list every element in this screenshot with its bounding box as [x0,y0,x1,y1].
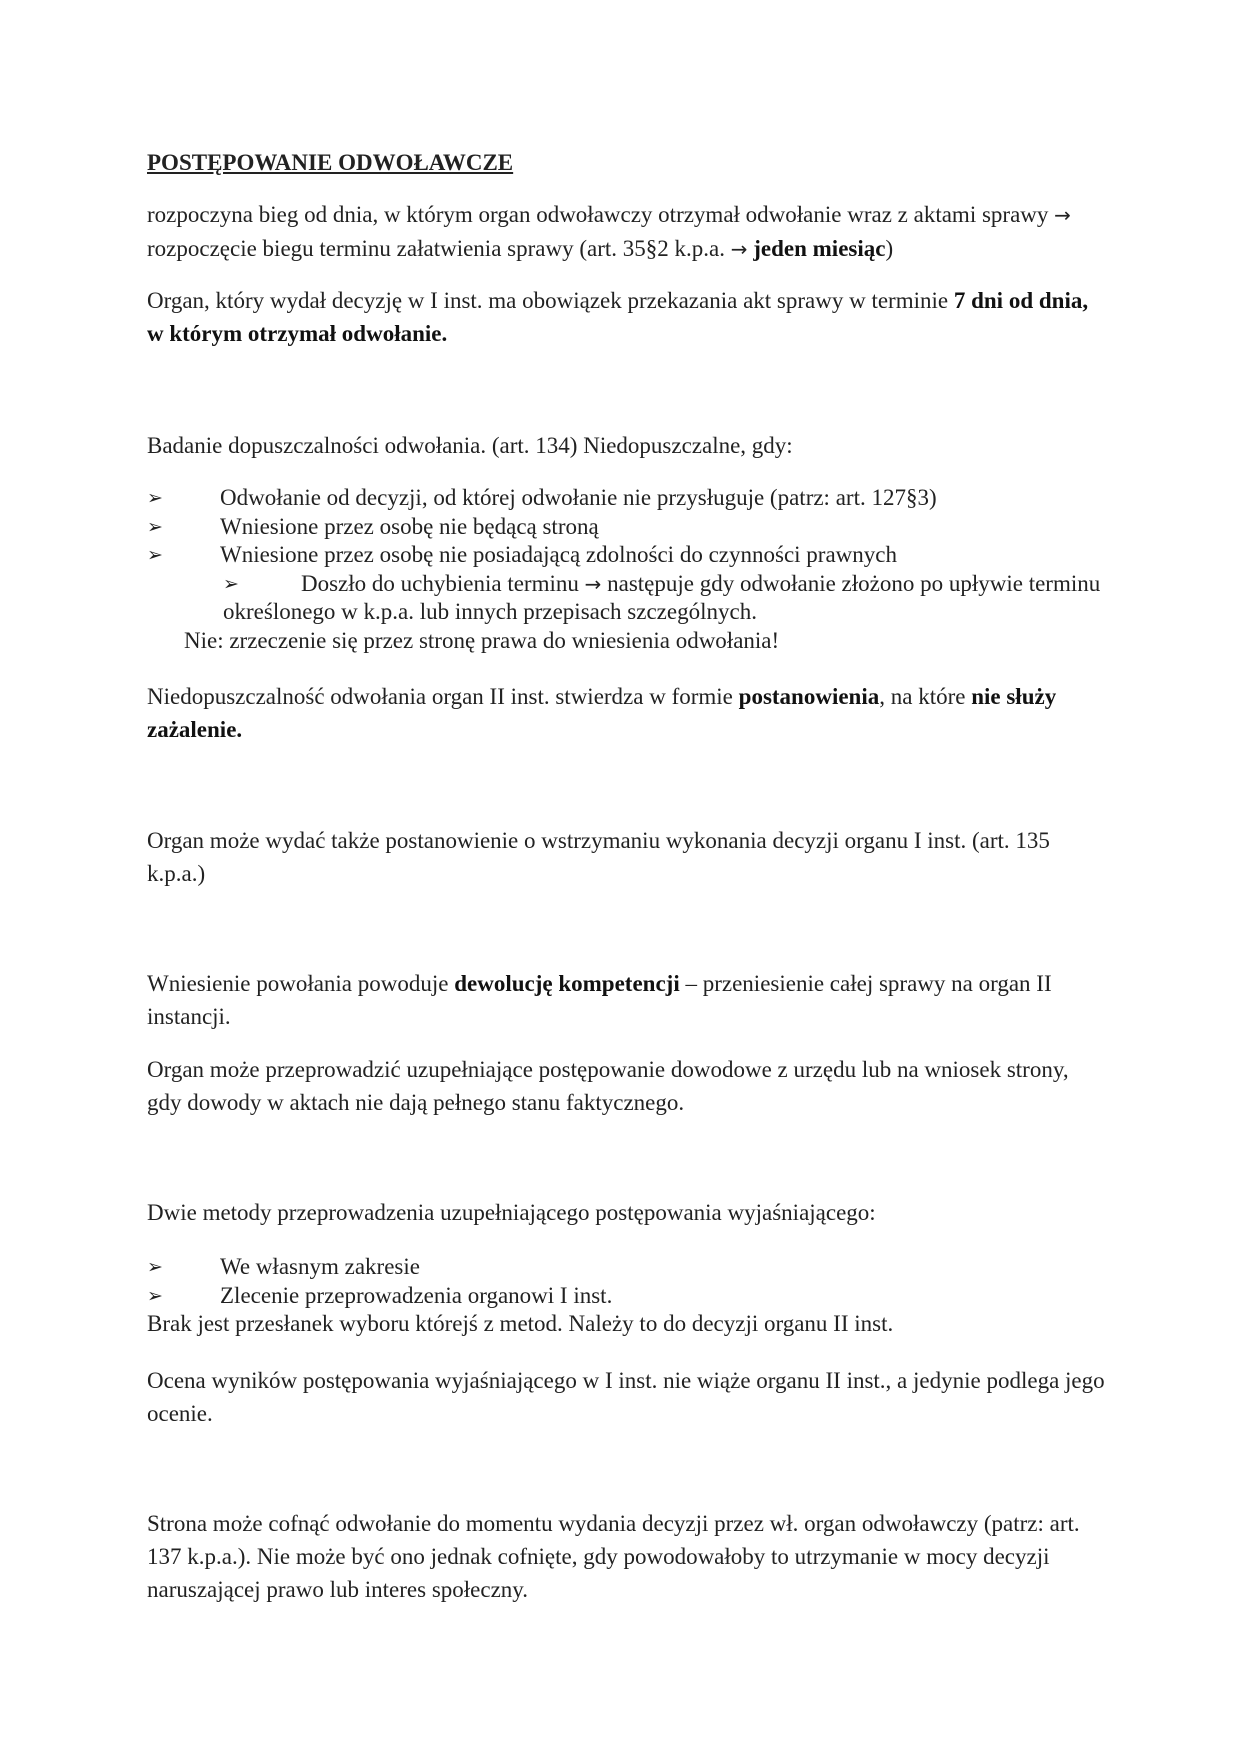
paragraph-suspension: Organ może wydać także postanowienie o wstrzymaniu wykonania decyzji organu I inst. (art. 135 k.p.a.) [147,828,1050,886]
paragraph-supplementary-evidence: Organ może przeprowadzić uzupełniające postępowanie dowodowe z urzędu lub na wniosek strony, gdy dowody w aktach nie dają pełnego stanu faktycznego. [147,1057,1069,1115]
note-waiver: Nie: zrzeczenie się przez stronę prawa do wniesienia odwołania! [184,627,780,653]
inadmissibility-list [147,484,1107,655]
sub-item-text: następuje gdy odwołanie złożono po upływie terminu określonego w k.p.a. lub innych przepisach szczególnych. [223,570,1101,624]
paragraph-inadmissibility-form [147,680,1107,746]
list-item [147,1253,1107,1282]
methods-note: Brak jest przesłanek wyboru którejś z metod. Należy to do decyzji organu II inst. [147,1311,894,1336]
paragraph-text: rozpoczyna bieg od dnia, w którym organ odwoławczy otrzymał odwołanie wraz z aktami sprawy [147,202,1055,227]
list-item [147,541,1107,570]
bold-text: 7 dni od dnia, w którym otrzymał odwołanie. [147,288,1089,346]
arrowhead-bullet-icon: ➢ [223,572,239,595]
arrowhead-bullet-icon: ➢ [147,1284,163,1307]
paragraph-text: Wniesienie powołania powoduje [147,971,455,996]
paragraph-withdrawal: Strona może cofnąć odwołanie do momentu wydania decyzji przez wł. organ odwoławczy (patrz: art. 137 k.p.a.). Nie może być ono jednak cofnięte, gdy powodowałoby to utrzymanie w mocy decyzji naruszającej prawo lub interes społeczny. [147,1511,1080,1602]
paragraph-evaluation: Ocena wyników postępowania wyjaśniającego w I inst. nie wiąże organu II inst., a jedynie podlega jego ocenie. [147,1368,1105,1426]
list-item-text: We własnym zakresie [220,1254,420,1279]
list-item [147,484,1107,513]
paragraph-admissibility: Badanie dopuszczalności odwołania. (art. 134) Niedopuszczalne, gdy: [147,433,793,458]
paragraph-transfer-files [147,284,1107,350]
page-title: POSTĘPOWANIE ODWOŁAWCZE [147,150,514,175]
right-arrow-icon: → [730,237,748,261]
paragraph-text: – przeniesienie całej sprawy na organ II instancji. [147,971,1052,1029]
sub-list-item [147,570,1107,627]
methods-list [147,1253,1107,1339]
list-item-text: Odwołanie od decyzji, od której odwołanie nie przysługuje (patrz: art. 127§3) [220,485,937,510]
bold-text: dewolucję kompetencji [454,971,680,996]
arrowhead-bullet-icon: ➢ [147,515,163,538]
bold-text: postanowienia [738,684,880,709]
bold-text: jeden miesiąc [753,236,886,261]
list-item [147,1282,1107,1311]
paragraph-term-start [147,198,1107,266]
right-arrow-icon: → [584,571,602,596]
paragraph-text: Organ, który wydał decyzję w I inst. ma obowiązek przekazania akt sprawy w terminie [147,288,954,313]
arrowhead-bullet-icon: ➢ [147,544,163,566]
bold-text: nie służy zażalenie. [147,684,1057,742]
list-item [147,513,1107,542]
arrowhead-bullet-icon: ➢ [147,487,163,509]
list-item-text: Wniesione przez osobę nie posiadającą zdolności do czynności prawnych [220,542,897,567]
arrowhead-bullet-icon: ➢ [147,1256,163,1278]
right-arrow-icon: → [1054,203,1071,227]
paragraph-text: ) [885,236,894,261]
list-item-text: Wniesione przez osobę nie będącą stroną [220,513,599,539]
paragraph-text: Niedopuszczalność odwołania organ II inst. stwierdza w formie [147,684,739,709]
sub-item-text: Doszło do uchybienia terminu [301,570,585,596]
paragraph-text: , na które [879,684,972,709]
paragraph-two-methods: Dwie metody przeprowadzenia uzupełniającego postępowania wyjaśniającego: [147,1200,876,1225]
paragraph-devolution [147,967,1107,1033]
paragraph-text: rozpoczęcie biegu terminu załatwienia sprawy (art. 35§2 k.p.a. [147,236,731,261]
list-item-text: Zlecenie przeprowadzenia organowi I inst. [220,1282,613,1308]
